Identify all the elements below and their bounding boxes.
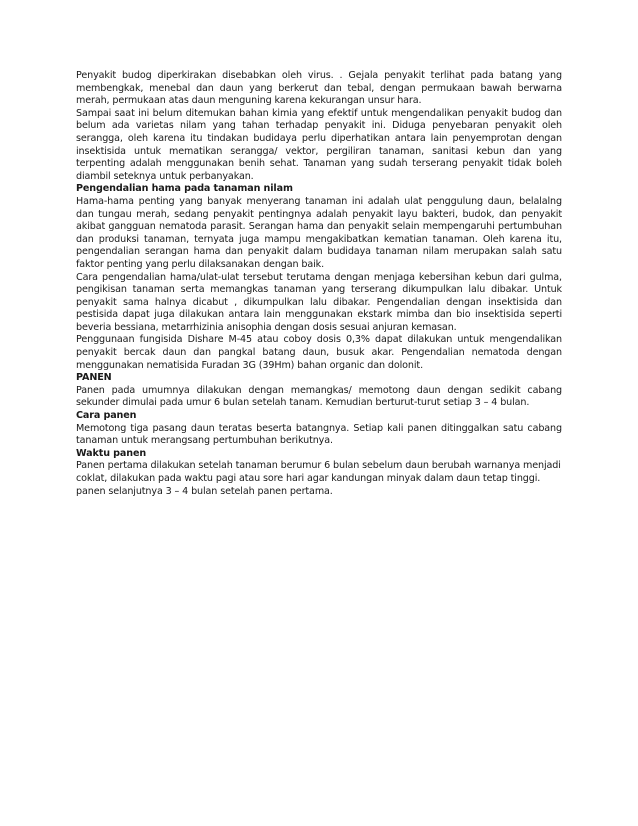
- paragraph-budog-control: Sampai saat ini belum ditemukan bahan kimia yang efektif untuk mengendalikan penyakit budog dan belum ada varietas nilam yang tahan terhadap penyakit ini. Diduga penyebaran penyakit oleh serangga, oleh karena itu tindakan budidaya perlu diperhatikan antara lain penyemprotan dengan insektisida untuk mematikan serangga/ vektor, pergiliran tanaman, sanitasi kebun dan yang terpenting adalah menggunakan benih sehat. Tanaman yang sudah terserang penyakit tidak boleh diambil seteknya untuk perbanyakan.: [76, 107, 562, 182]
- paragraph-budog-cause: Penyakit budog diperkirakan disebabkan oleh virus. . Gejala penyakit terlihat pada batang yang membengkak, menebal dan daun yang berkerut dan tebal, dengan permukaan bawah berwarna merah, permukaan atas daun menguning karena kekurangan unsur hara.: [76, 70, 562, 107]
- heading-harvest-time: Waktu panen: [76, 447, 147, 459]
- document-page: [76, 70, 562, 498]
- paragraph-harvest: Panen pada umumnya dilakukan dengan memangkas/ memotong daun dengan sedikit cabang sekunder dimulai pada umur 6 bulan setelah tanam. Kemudian berturut-turut setiap 3 – 4 bulan.: [76, 384, 562, 409]
- paragraph-caterpillar-control: Cara pengendalian hama/ulat-ulat tersebut terutama dengan menjaga kebersihan kebun dari gulma, pengikisan tanaman serta memangkas tanaman yang terserang dikumpulkan lalu dibakar. Untuk penyakit sama halnya dicabut , dikumpulkan lalu dibakar. Pengendalian dengan insektisida dan pestisida dapat juga dilakukan antara lain menggunakan ekstark mimba dan bio insektisida seperti beveria bessiana, metarrhizinia anisophia dengan dosis sesuai anjuran kemasan.: [76, 271, 562, 333]
- paragraph-harvest-method: Memotong tiga pasang daun teratas beserta batangnya. Setiap kali panen ditinggalkan satu cabang tanaman untuk merangsang pertumbuhan berikutnya.: [76, 422, 562, 447]
- paragraph-fungicide: Penggunaan fungisida Dishare M-45 atau coboy dosis 0,3% dapat dilakukan untuk mengendalikan penyakit bercak daun dan pangkal batang daun, busuk akar. Pengendalian nematoda dengan menggunakan nematisida Furadan 3G (39Hm) bahan organic dan dolonit.: [76, 334, 562, 371]
- heading-harvest: PANEN: [76, 372, 112, 384]
- paragraph-main-pests: Hama-hama penting yang banyak menyerang tanaman ini adalah ulat penggulung daun, belalalng dan tungau merah, sedang penyakit pentingnya adalah penyakit layu bakteri, budok, dan penyakit akibat gangguan nematoda parasit. Serangan hama dan penyakit selain mempengaruhi pertumbuhan dan produksi tanaman, ternyata juga mampu mengakibatkan kematian tanaman. Oleh karena itu, pengendalian serangan hama dan penyakit dalam budidaya tanaman nilam merupakan salah satu faktor penting yang perlu dilaksanakan dengan baik.: [76, 195, 562, 270]
- heading-pest-control: Pengendalian hama pada tanaman nilam: [76, 183, 293, 195]
- heading-harvest-method: Cara panen: [76, 410, 137, 422]
- paragraph-harvest-time: Panen pertama dilakukan setelah tanaman berumur 6 bulan sebelum daun berubah warnanya menjadi coklat, dilakukan pada waktu pagi atau sore hari agar kandungan minyak dalam daun tetap tinggi. panen selanjutnya 3 – 4 bulan setelah panen pertama.: [76, 460, 561, 497]
